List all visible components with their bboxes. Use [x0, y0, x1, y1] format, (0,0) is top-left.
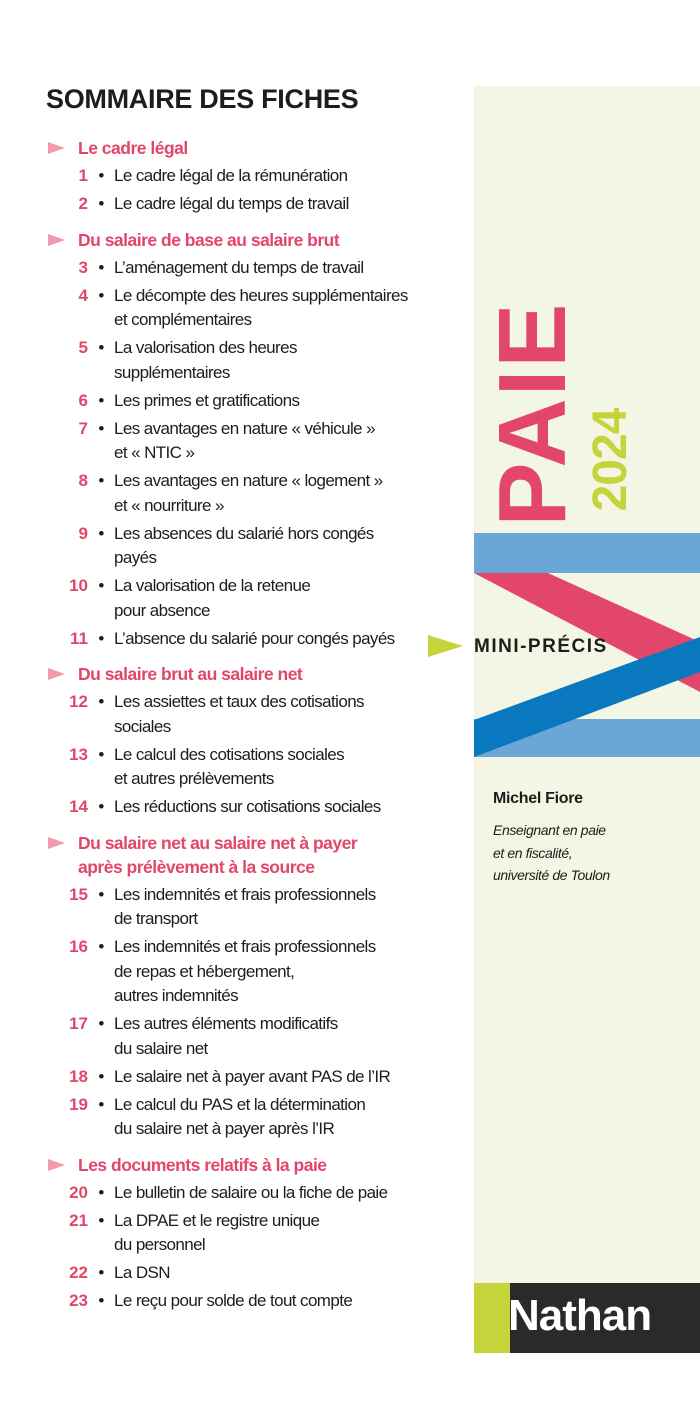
author-name: Michel Fiore	[493, 790, 583, 807]
item-number: 23	[69, 1291, 88, 1310]
bullet-icon: •	[98, 884, 104, 904]
item-number: 17	[69, 1014, 88, 1033]
bullet-icon: •	[98, 523, 104, 543]
bullet-icon: •	[98, 1182, 104, 1202]
item-number: 11	[70, 628, 88, 648]
item-title: Les autres éléments modificatifs du salaire net	[114, 1014, 338, 1058]
item-title: L’aménagement du temps de travail	[114, 257, 364, 277]
cover-year: 2024	[584, 408, 637, 512]
item-number: 3	[78, 257, 88, 277]
item-title: Les absences du salarié hors congés payés	[114, 523, 374, 567]
publisher-name: Nathan	[508, 1291, 652, 1340]
bullet-icon: •	[98, 937, 104, 956]
logo-mark	[474, 1283, 510, 1353]
item-number: 16	[69, 937, 88, 956]
item-number: 9	[78, 523, 88, 543]
item-number: 6	[78, 390, 88, 410]
item-number: 21	[69, 1210, 88, 1230]
bullet-icon: •	[98, 285, 104, 305]
item-number: 19	[69, 1094, 88, 1114]
item-title: Les primes et gratifications	[114, 390, 300, 410]
section-title: Du salaire net au salaire net à payer après prélèvement à la source	[78, 832, 358, 877]
bullet-icon: •	[98, 390, 104, 410]
item-title: Les avantages en nature « véhicule » et « NTIC »	[114, 418, 375, 462]
item-title: Les assiettes et taux des cotisations sociales	[114, 692, 364, 736]
item-number: 18	[69, 1066, 88, 1086]
item-title: Les réductions sur cotisations sociales	[114, 797, 381, 816]
item-title: Le cadre légal du temps de travail	[114, 194, 349, 213]
item-title: La DPAE et le registre unique du personnel	[114, 1210, 320, 1254]
bullet-icon: •	[98, 1014, 104, 1033]
item-number: 14	[69, 797, 88, 816]
bullet-icon: •	[98, 797, 104, 816]
item-number: 7	[78, 418, 88, 438]
bullet-icon: •	[98, 338, 104, 357]
section-title: Les documents relatifs à la paie	[78, 1154, 327, 1175]
bullet-icon: •	[98, 692, 104, 711]
item-title: Le salaire net à payer avant PAS de l’IR	[114, 1066, 391, 1086]
bullet-icon: •	[98, 257, 104, 277]
item-title: Le calcul du PAS et la détermination du salaire net à payer après l’IR	[114, 1094, 366, 1138]
section-title: Le cadre légal	[78, 138, 188, 158]
bullet-icon: •	[98, 1291, 104, 1310]
bullet-icon: •	[98, 1094, 104, 1114]
bullet-icon: •	[98, 744, 104, 764]
bullet-icon: •	[98, 1210, 104, 1230]
item-title: La DSN	[114, 1263, 170, 1282]
item-title: Le décompte des heures supplémentaires et complémentaires	[114, 285, 408, 329]
ribbon-blue-top	[474, 533, 700, 573]
collection-name: MINI-PRÉCIS	[474, 636, 608, 657]
section-title: Du salaire brut au salaire net	[78, 664, 303, 684]
item-number: 13	[69, 744, 88, 764]
item-number: 1	[78, 166, 88, 185]
bullet-icon: •	[98, 576, 104, 595]
item-title: Les indemnités et frais professionnels de transport	[114, 884, 376, 928]
item-number: 5	[78, 338, 88, 357]
item-title: Les avantages en nature « logement » et « nourriture »	[114, 471, 383, 515]
bullet-icon: •	[98, 1066, 104, 1086]
cover-title: PAIE	[479, 301, 586, 527]
bullet-icon: •	[98, 194, 104, 213]
item-number: 15	[69, 884, 88, 904]
publisher-logo	[474, 1283, 700, 1353]
item-title: Les indemnités et frais professionnels de repas et hébergement, autres indemnités	[114, 937, 376, 1005]
bullet-icon: •	[98, 418, 104, 438]
bullet-icon: •	[98, 628, 104, 648]
item-title: Le bulletin de salaire ou la fiche de paie	[114, 1182, 388, 1202]
section-title: Du salaire de base au salaire brut	[78, 229, 340, 250]
item-number: 20	[69, 1182, 88, 1202]
item-number: 4	[78, 285, 88, 305]
page-title: SOMMAIRE DES FICHES	[46, 84, 359, 114]
item-title: Le reçu pour solde de tout compte	[114, 1291, 353, 1310]
bullet-icon: •	[98, 471, 104, 490]
item-title: Le cadre légal de la rémunération	[114, 166, 348, 185]
item-title: La valorisation de la retenue pour absence	[114, 576, 311, 620]
bullet-icon: •	[98, 166, 104, 185]
item-number: 10	[69, 576, 88, 595]
item-number: 12	[69, 692, 88, 711]
triangle-icon	[428, 635, 463, 657]
author-bio: Enseignant en paie et en fiscalité, université de Toulon	[493, 822, 610, 883]
item-number: 22	[69, 1263, 88, 1282]
item-number: 2	[78, 194, 88, 213]
item-title: Le calcul des cotisations sociales et autres prélèvements	[114, 744, 345, 788]
bullet-icon: •	[98, 1263, 104, 1282]
item-number: 8	[78, 471, 88, 490]
item-title: La valorisation des heures supplémentaires	[114, 338, 297, 382]
item-title: L’absence du salarié pour congés payés	[114, 628, 395, 648]
